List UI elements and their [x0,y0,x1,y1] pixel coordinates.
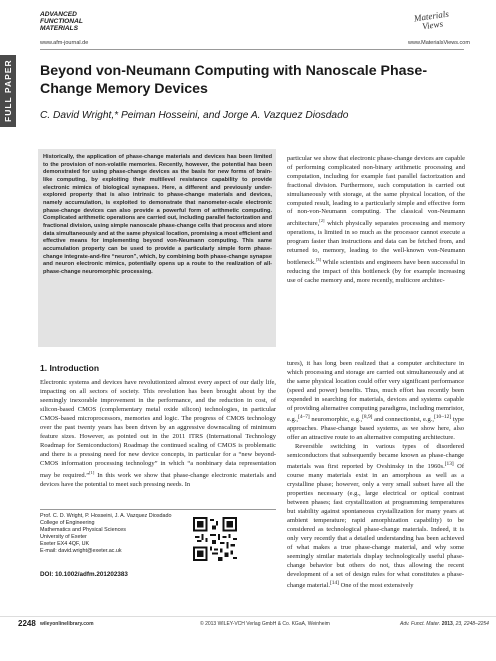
footer-copyright: © 2013 WILEY-VCH Verlag GmbH & Co. KGaA, Weinheim [200,621,330,627]
footer-divider [0,616,496,617]
affiliation-divider [40,509,276,510]
article-title: Beyond von-Neumann Computing with Nanoscale Phase-Change Memory Devices [40,63,428,97]
body-text-part: type approaches. Phase-change based systems, as we show here, also offer an attractive route to an alternative computing architecture. [287,416,464,442]
footer-citation [400,621,489,627]
page-number: 2248 [18,619,36,628]
body-text-part: While scientists and engineers have been successful in reducing the impact of this bottleneck (by for example increasing use of cache memory and, more recently, multicore architec- [287,259,465,285]
body-paragraph [287,359,464,442]
body-text-part: tures), it has long been realized that a computer architecture in which processing and storage are carried out simultaneously and at the same physical location could offer very significant performance (speed and power) benefits. Thus, much effort has recently been expended in searching for materials, devices and systems capable of providing alternative computing paradigms, including memristor, e.g., [287,360,465,424]
qr-code-icon [193,517,237,561]
body-text-part: Of course many materials exist in an amorphous as well as a crystalline phase; however, only a very small subset have all the properties necessary (e.g., large electrical or optical contrast between phases; fast crystallization at programming temperatures but stability against spontaneous crystallization for many years at ambient temperature; rapid amorphization capability) to be considered as technological phase-change materials. Indeed, it is only very recently that a detailed understanding has been achieved of what makes a true phase-change material, and why some seemingly similar materials display technologically useful phase-change behavior but others do not, thus allowing the recent development of a set of design rules for what constitutes a phase-change material. [287,463,464,590]
citation-ref[interactable]: [4–7] [298,414,310,420]
abstract-text: Historically, the application of phase-change materials and devices has been limited to the provision of non-volatile memories. Recently, however, the potential has been demonstrated for using phase-change devices as the basis for new forms of brain-like computing, by exploiting their multilevel resistance capability to provide electronic mimics of biological synapses. Here, a different and previously under-explored property that is also intrinsic to phase-change materials and devices, namely accumulation, is exploited to demonstrate that nanometer-scale electronic phase-change devices can also provide a powerful form of arithmetic computing. Complicated arithmetic operations are carried out, including parallel factorization and fractional division, using simple nanoscale phase-change cells that process and store data simultaneously and at the same physical location, promising a most efficient and effective means for implementing beyond von-Neumann computing. This same accumulation property can be used to provide a particularly simple form phase-change integrate-and-fire “neuron”, which, by combining both phase-change synapse and neuron electronic mimics, potentially opens up a route to the realization of all-phase-change neuromorphic processing. [43,154,272,275]
citation-ref[interactable]: [1] [89,470,95,475]
affiliation-names: Prof. C. D. Wright, P. Hosseini, J. A. Vazquez Diosdado [40,513,172,519]
citation-ref[interactable]: [10–12] [434,414,452,420]
body-text-part: neuromorphic, e.g., [309,416,363,424]
affiliation-block [40,513,180,555]
body-paragraph [287,442,464,590]
header-divider [40,49,464,50]
affiliation-line: Mathematics and Physical Sciences [40,527,126,533]
affiliation-line: University of Exeter [40,534,87,540]
publisher-logo: Materials Views [413,8,450,32]
intro-text-part: Electronic systems and devices have revolutionized almost every aspect of our daily life, impacting on all sectors of society. This revolution has been brought about by the seemingly inexorable improvement in the performance, and the reduction in cost, of silicon-based CMOS (complementary metal oxide silicon) technologies, in particular CMOS-based microprocessors, memories and logic. The progress of CMOS technology over the past twenty years has been driven by an aggressive downscaling of minimum feature sizes. However, as pointed out in the 2011 ITRS (International Technology Roadmap for Semiconductors) Roadmap the continued scaling of CMOS is problematic and there is a pressing need for new device concepts, in particular for a “new beyond-CMOS information processing technology” in which “a nonbinary data representation may be required.” [40,379,276,480]
journal-url[interactable]: www.afm-journal.de [40,40,89,46]
intro-paragraph [40,378,276,489]
right-column-paragraph [287,155,465,286]
page-footer [0,618,496,632]
citation-ref[interactable]: [14] [329,580,339,587]
citation-ref[interactable]: [13] [444,461,454,468]
lower-right-column [287,359,464,590]
footer-url[interactable]: wileyonlinelibrary.com [40,621,94,627]
journal-logo: ADVANCED FUNCTIONAL MATERIALS [40,11,83,32]
footer-journal: Adv. Funct. Mater. [400,621,441,627]
body-text-part: One of the most extensively [338,582,414,590]
citation-ref[interactable]: [3] [315,257,321,263]
publisher-url[interactable]: www.MaterialsViews.com [408,40,470,46]
citation-ref[interactable]: [8,9] [362,414,373,420]
body-text-part: and connectionist, e.g., [372,416,435,424]
section-label: FULL PAPER [3,59,13,123]
affiliation-line: College of Engineering [40,520,95,526]
body-text-part: particular we show that electronic phase-change devices are capable of performing complicated non-binary arithmetic processing and computation, including for example fast parallel factorization and fractional division. Furthermore, such computation is carried out simultaneously with storage, at the same physical location, of the computed result, leading to a particularly simple and effective form of non-von-Neumann computing. The classical von-Neumann architecture, [287,155,465,228]
article-authors: C. David Wright,* Peiman Hosseini, and Jorge A. Vazquez Diosdado [40,110,349,121]
body-text-part: Reversible switching in various types of disordered semiconductors that subsequently became known as phase-change materials was first reported by Ovshinsky in the 1960s. [287,443,464,471]
affiliation-email[interactable]: E-mail: david.wright@exeter.ac.uk [40,548,122,554]
intro-heading: 1. Introduction [40,363,100,373]
citation-ref[interactable]: [2] [319,218,325,224]
footer-volume: 2013 [441,621,453,627]
body-text-part: which physically separates processing and memory operations, is limited in so much as the processor cannot execute a program faster than instructions and data can be fetched from, and returned to, memory, leading to the well-known von-Neumann bottleneck. [287,220,465,267]
intro-text-part: In this work we show that phase-change electronic materials and devices have the potential to meet such pressing needs. In [40,472,276,489]
article-doi[interactable]: DOI: 10.1002/adfm.201202383 [40,571,128,578]
affiliation-line: Exeter EX4 4QF, UK [40,541,90,547]
footer-pages: , 23, 2248–2254 [452,621,489,627]
